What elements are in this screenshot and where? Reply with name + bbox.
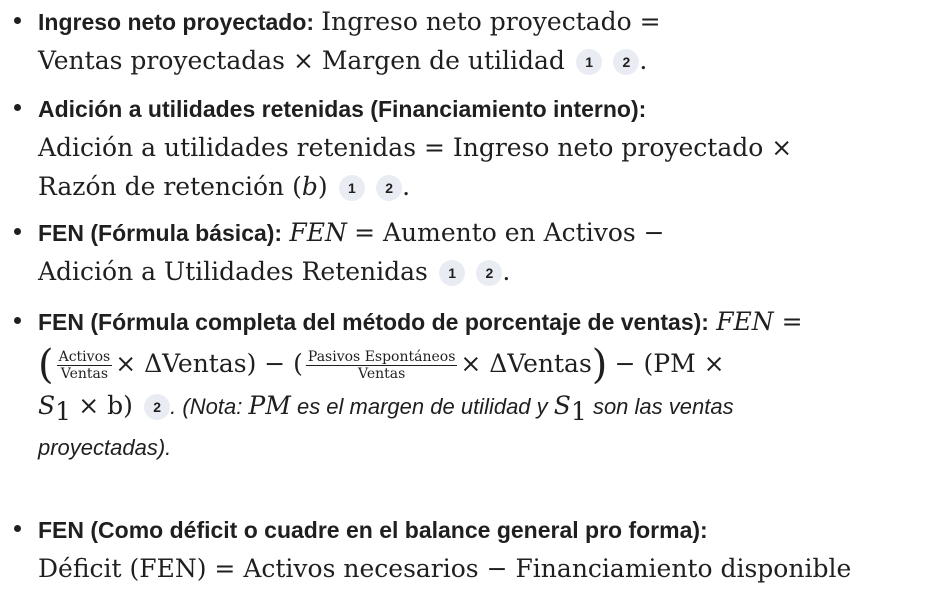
- line: [38, 213, 665, 252]
- fraction-pasivos-ventas: $\frac{\text{Pasivos Espontáneos}}{\text{Ventas}}$: [307, 348, 456, 382]
- note-text: es el margen de utilidad y: [290, 394, 554, 419]
- item-label: FEN (Fórmula completa del método de porcentaje de ventas):: [38, 309, 709, 335]
- citation-badge[interactable]: 1: [339, 175, 365, 201]
- line: ( $\frac{\text{Activos}}{\text{Ventas}}$ × ΔVentas) − ( $\frac{\text{Pasivos Espontáneos}}{\text{Ventas}}$ × ΔVentas) − (PM ×: [38, 342, 725, 389]
- line: Razón de retención (b) 1 2 .: [38, 172, 411, 201]
- formula-text: × b): [78, 391, 133, 420]
- line: [38, 89, 792, 128]
- fraction-activos-ventas: $\frac{\text{Activos}}{\text{Ventas}}$: [58, 348, 111, 382]
- note-text: . (Nota:: [170, 394, 249, 419]
- formula-subscript: 1: [55, 397, 72, 427]
- line: [38, 2, 661, 41]
- formula-text: Ventas proyectadas × Margen de utilidad: [38, 46, 565, 75]
- formula-var: S: [38, 391, 56, 420]
- list-item-fen-basica: [0, 213, 665, 291]
- citation-badge[interactable]: 2: [476, 260, 502, 286]
- formula-text: Adición a utilidades retenidas = Ingreso neto proyectado ×: [38, 133, 793, 162]
- formula-text: Razón de retención (: [38, 172, 302, 201]
- line: [38, 302, 803, 341]
- line: [38, 386, 803, 431]
- formula-text: − (PM ×: [614, 349, 725, 378]
- citation-badge[interactable]: 1: [576, 49, 602, 75]
- formula-text: Déficit (FEN) = Activos necesarios − Financiamiento disponible: [38, 554, 852, 583]
- item-label: Adición a utilidades retenidas (Financiamiento interno):: [38, 96, 647, 122]
- formula-text: × ΔVentas: [460, 349, 592, 378]
- formula-text: ): [317, 172, 328, 201]
- line: Adición a Utilidades Retenidas 1 2 .: [38, 257, 511, 286]
- item-label: Ingreso neto proyectado:: [38, 9, 315, 35]
- citation-badge[interactable]: 1: [439, 260, 465, 286]
- note-text: proyectadas).: [38, 435, 172, 461]
- list-item-ingreso-neto: [0, 2, 661, 80]
- citation-badge[interactable]: 2: [376, 175, 402, 201]
- list-item-fen-completa: [0, 302, 803, 463]
- formula-text: × ΔVentas) − (: [115, 349, 303, 378]
- item-label: FEN (Como déficit o cuadre en el balance general pro forma):: [38, 517, 708, 543]
- formula-var: b: [301, 172, 318, 201]
- item-label: FEN (Fórmula básica):: [38, 220, 283, 246]
- formula-text: Ingreso neto proyectado =: [321, 7, 661, 36]
- formula-var: S: [553, 391, 571, 420]
- line: Ventas proyectadas × Margen de utilidad 1 2 .: [38, 46, 648, 75]
- formula-var: PM: [248, 391, 291, 420]
- citation-badge[interactable]: 2: [144, 394, 170, 420]
- line: [38, 510, 851, 549]
- formula-var: FEN =: [716, 307, 803, 336]
- note-text: son las ventas: [586, 394, 734, 419]
- formula-var: FEN: [289, 218, 347, 247]
- list-item-adicion-utilidades: [0, 89, 792, 206]
- formula-text: = Aumento en Activos −: [354, 218, 665, 247]
- citation-badge[interactable]: 2: [613, 49, 639, 75]
- formula-text: Adición a Utilidades Retenidas: [38, 257, 428, 286]
- formula-subscript: 1: [570, 397, 587, 427]
- line: [38, 128, 792, 167]
- line: [38, 549, 851, 588]
- line: [38, 431, 803, 463]
- list-item-fen-deficit: [0, 510, 851, 588]
